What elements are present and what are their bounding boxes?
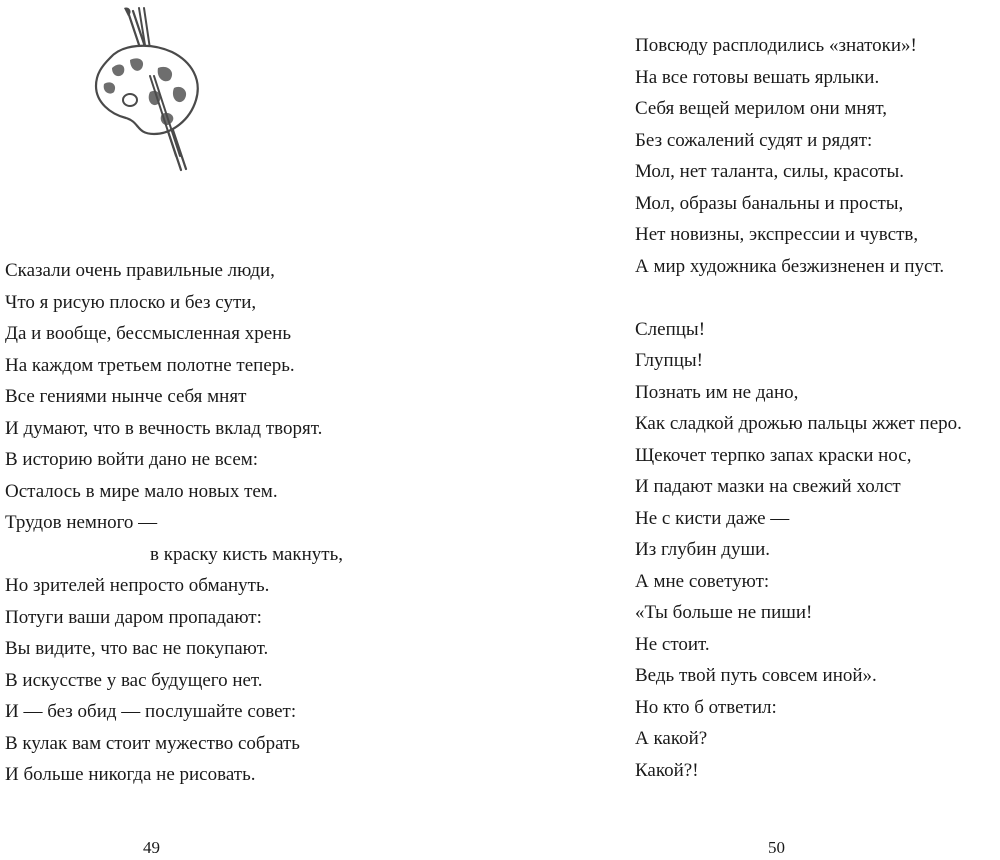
- page-number-left: 49: [143, 838, 160, 857]
- poem-line: На все готовы вешать ярлыки.: [635, 66, 880, 88]
- poem-line: Из глубин души.: [635, 539, 771, 560]
- poem-line-indented: в краску кисть макнуть,: [150, 543, 344, 565]
- poem-line: Слепцы!: [635, 318, 706, 340]
- poem-line: Мол, нет таланта, силы, красоты.: [635, 161, 905, 182]
- poem-line: Не стоит.: [635, 633, 710, 655]
- poem-line: Но кто б ответил:: [635, 696, 777, 718]
- poem-line: Повсюду расплодились «знатоки»!: [635, 35, 917, 56]
- poem-line: А мне советуют:: [635, 570, 770, 592]
- poem-line: Как сладкой дрожью пальцы жжет перо.: [635, 413, 962, 434]
- poem-line: Осталось в мире мало новых тем.: [5, 480, 278, 502]
- page-number-right: 50: [768, 838, 785, 857]
- poem-line: А мир художника безжизненен и пуст.: [635, 255, 945, 277]
- poem-line: И думают, что в вечность вклад творят.: [5, 417, 323, 439]
- poem-line: Потуги ваши даром пропадают:: [5, 606, 262, 628]
- poem-line: Что я рисую плоско и без сути,: [5, 291, 257, 313]
- poem-line: Да и вообще, бессмысленная хрень: [5, 323, 291, 344]
- poem-line: В искусстве у вас будущего нет.: [5, 669, 263, 691]
- right-poem: [635, 30, 962, 786]
- poem-line: В историю войти дано не всем:: [5, 449, 259, 470]
- poem-line: Не с кисти даже —: [635, 507, 790, 529]
- poem-line: Нет новизны, экспрессии и чувств,: [635, 224, 919, 245]
- poem-line: В кулак вам стоит мужество собрать: [5, 732, 300, 754]
- stanza-break: [635, 282, 962, 314]
- left-poem: [5, 255, 343, 791]
- poem-line: Трудов немного —: [5, 512, 158, 533]
- paint-palette-icon: [88, 6, 212, 174]
- poem-line: «Ты больше не пиши!: [635, 602, 813, 623]
- poem-line: Ведь твой путь совсем иной».: [635, 665, 877, 686]
- poem-line: Но зрителей непросто обмануть.: [5, 575, 270, 596]
- right-page: [500, 0, 1000, 860]
- poem-line: Щекочет терпко запах краски нос,: [635, 444, 912, 466]
- poem-line: И больше никогда не рисовать.: [5, 764, 256, 785]
- poem-line: Себя вещей мерилом они мнят,: [635, 98, 887, 119]
- poem-line: На каждом третьем полотне теперь.: [5, 354, 295, 376]
- poem-line: А какой?: [635, 728, 708, 749]
- poem-line: Без сожалений судят и рядят:: [635, 129, 873, 151]
- poem-line: Какой?!: [635, 759, 699, 781]
- poem-line: И падают мазки на свежий холст: [635, 476, 901, 497]
- poem-line: Познать им не дано,: [635, 381, 799, 403]
- poem-line: Все гениями нынче себя мнят: [5, 386, 247, 407]
- poem-line: И — без обид — послушайте совет:: [5, 701, 297, 722]
- poem-line: Мол, образы банальны и просты,: [635, 192, 904, 214]
- poem-line: Глупцы!: [635, 350, 703, 371]
- poem-line: Сказали очень правильные люди,: [5, 260, 275, 281]
- poem-line: Вы видите, что вас не покупают.: [5, 638, 269, 659]
